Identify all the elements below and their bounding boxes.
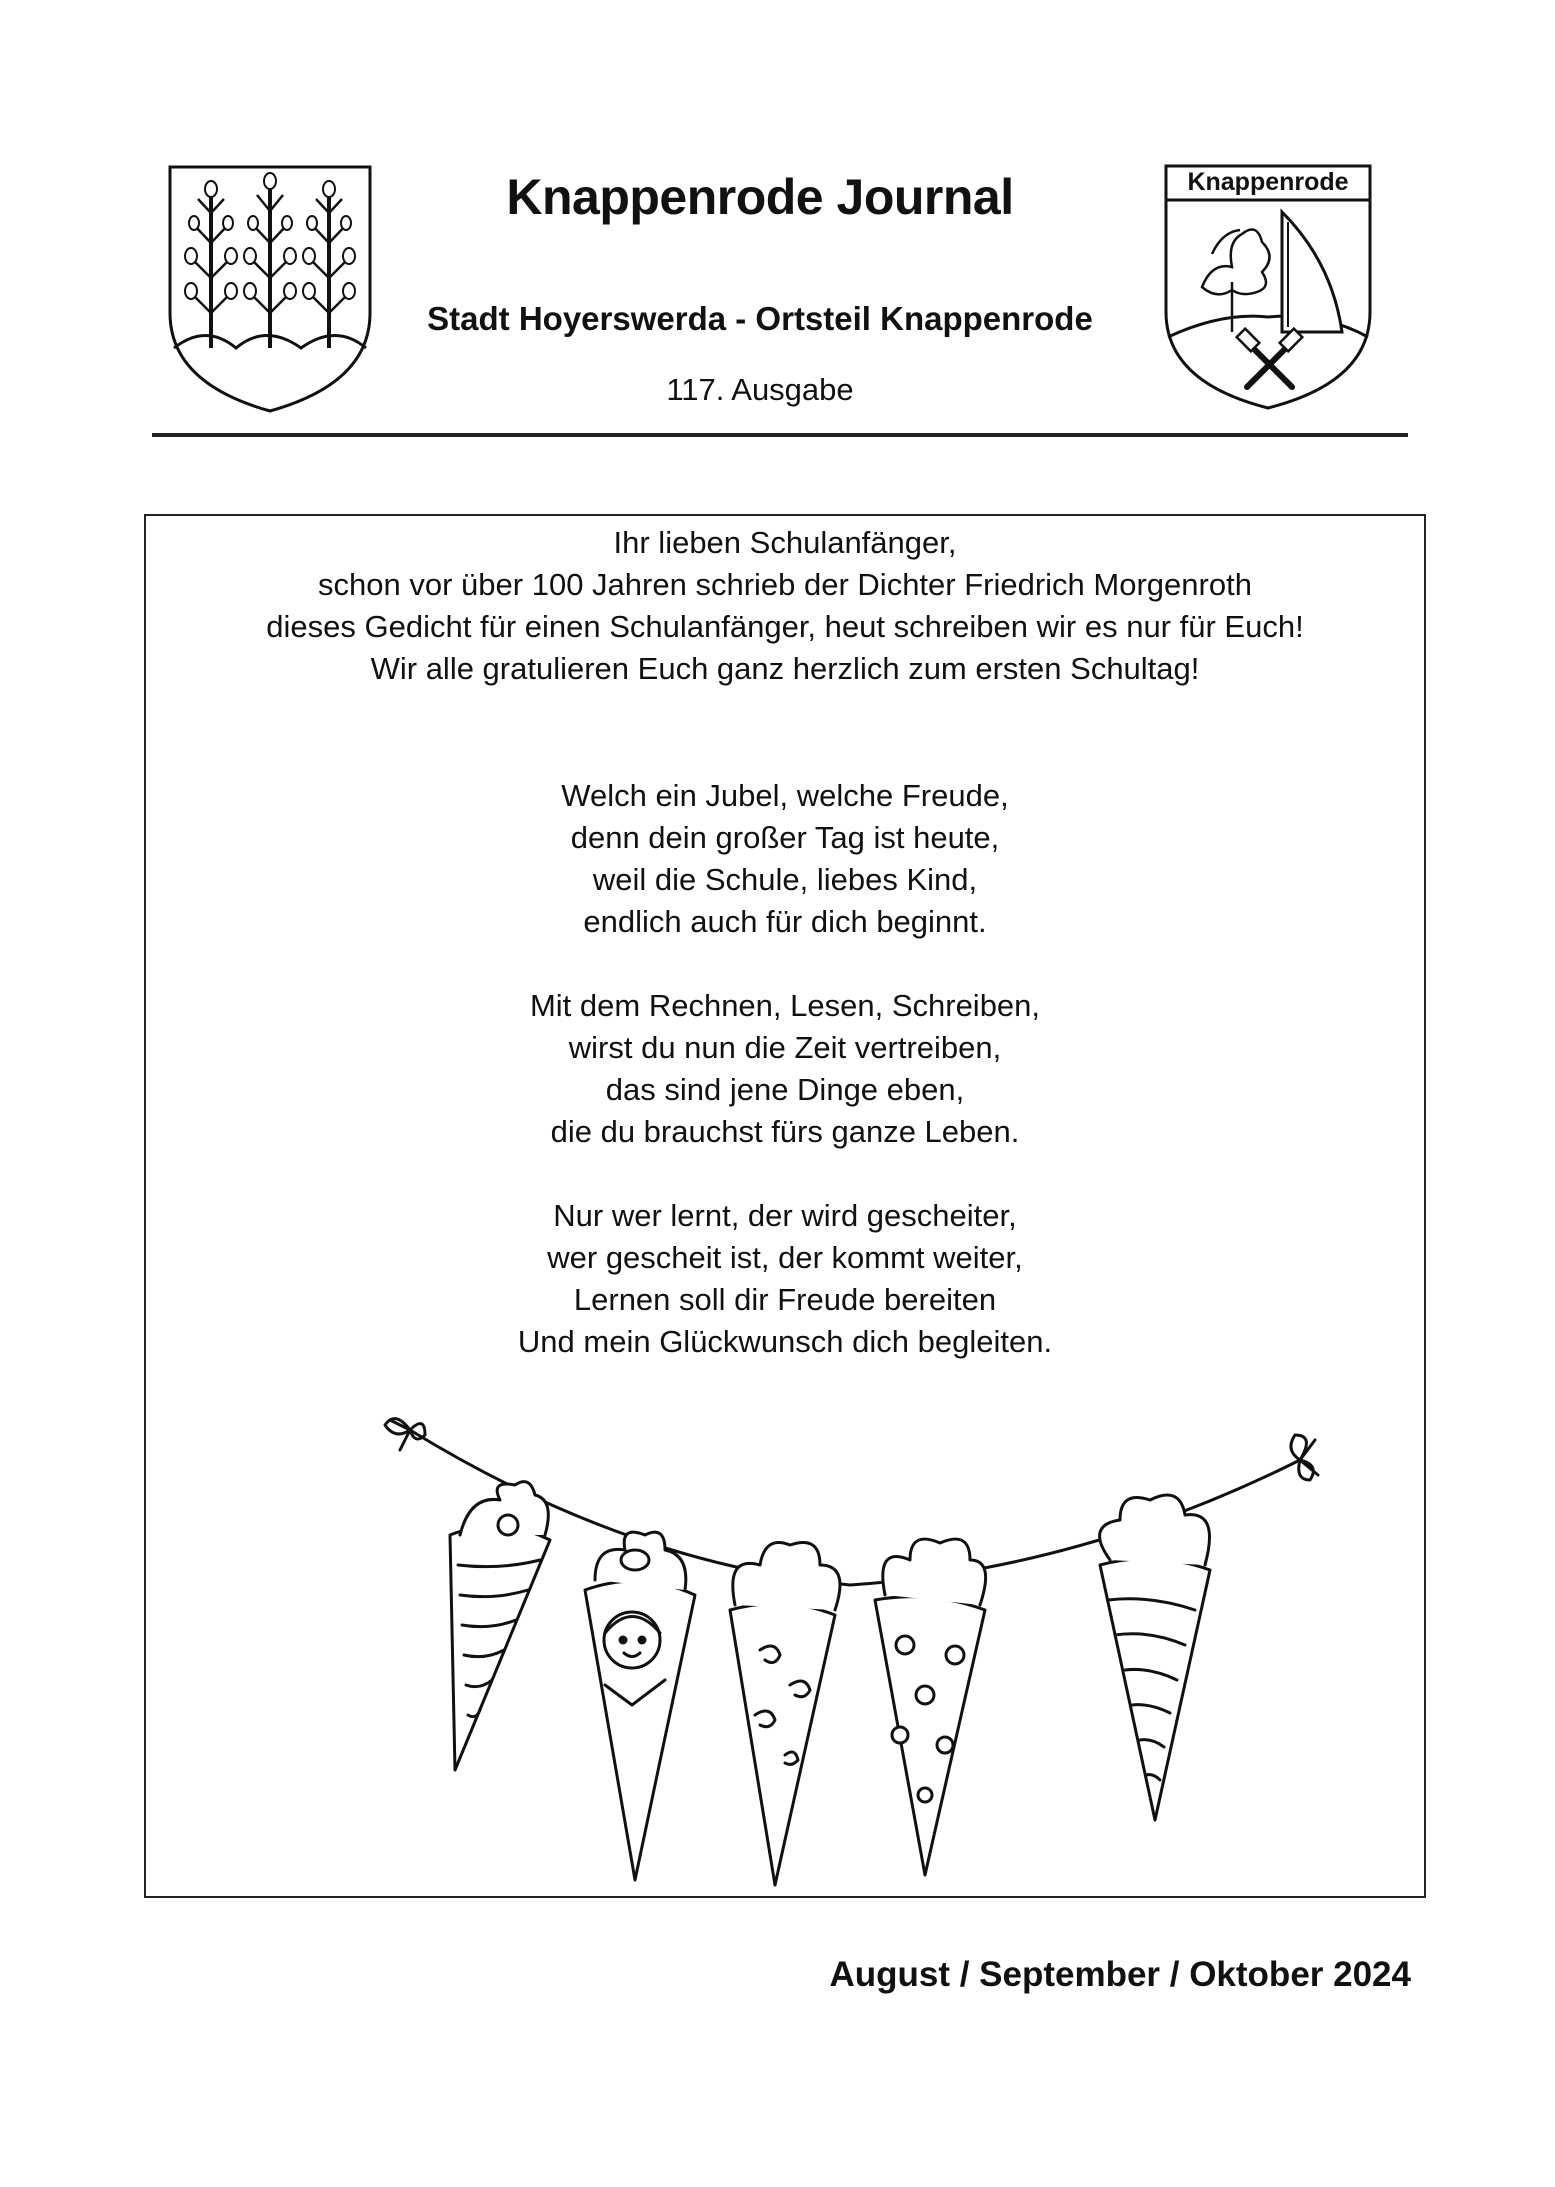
poem-stanza-2 [146,985,1424,1153]
poem-line: Lernen soll dir Freude bereiten [573,1282,997,1317]
poem-stanza-3 [146,1195,1424,1363]
poem-line: Mit dem Rechnen, Lesen, Schreiben, [529,988,1041,1023]
intro-line: Ihr lieben Schulanfänger, [613,525,957,560]
cone-swirls [730,1543,840,1886]
knappenrode-crest-icon [1162,162,1374,412]
intro-text [146,522,1424,690]
issue-number: 117. Ausgabe [666,372,854,407]
poem-line: wer gescheit ist, der kommt weiter, [547,1240,1023,1275]
poem-stanza-1 [146,775,1424,943]
poem-line: denn dein großer Tag ist heute, [570,820,1000,855]
poem-line: endlich auch für dich beginnt. [583,904,987,939]
hoyerswerda-coat-of-arms-icon [166,163,374,415]
poem-line: wirst du nun die Zeit vertreiben, [568,1030,1002,1065]
school-cone-garland-icon [380,1395,1320,1895]
header-divider [152,433,1408,437]
poem-line: Und mein Glückwunsch dich begleiten. [517,1324,1053,1359]
cone-flowers [875,1539,986,1875]
cone-face [585,1532,695,1880]
poem-line: Welch ein Jubel, welche Freude, [561,778,1009,813]
poem-line: Nur wer lernt, der wird gescheiter, [553,1198,1017,1233]
crest-label: Knappenrode [1187,168,1349,196]
intro-line: schon vor über 100 Jahren schrieb der Dichter Friedrich Morgenroth [318,567,1252,602]
intro-line: dieses Gedicht für einen Schulanfänger, heut schreiben wir es nur für Euch! [266,609,1304,644]
cone-stripes-1 [450,1482,550,1770]
cone-stripes-2 [1100,1495,1210,1820]
intro-line: Wir alle gratulieren Euch ganz herzlich zum ersten Schultag! [370,651,1200,686]
poem-line: das sind jene Dinge eben, [605,1072,965,1107]
journal-title: Knappenrode Journal [506,169,1014,225]
poem-line: weil die Schule, liebes Kind, [592,862,978,897]
poem-line: die du brauchst fürs ganze Leben. [550,1114,1020,1149]
knappenrode-coat-of-arms [1162,162,1374,412]
issue-date: August / September / Oktober 2024 [829,1955,1411,1994]
journal-subtitle: Stadt Hoyerswerda - Ortsteil Knappenrode [427,300,1093,337]
